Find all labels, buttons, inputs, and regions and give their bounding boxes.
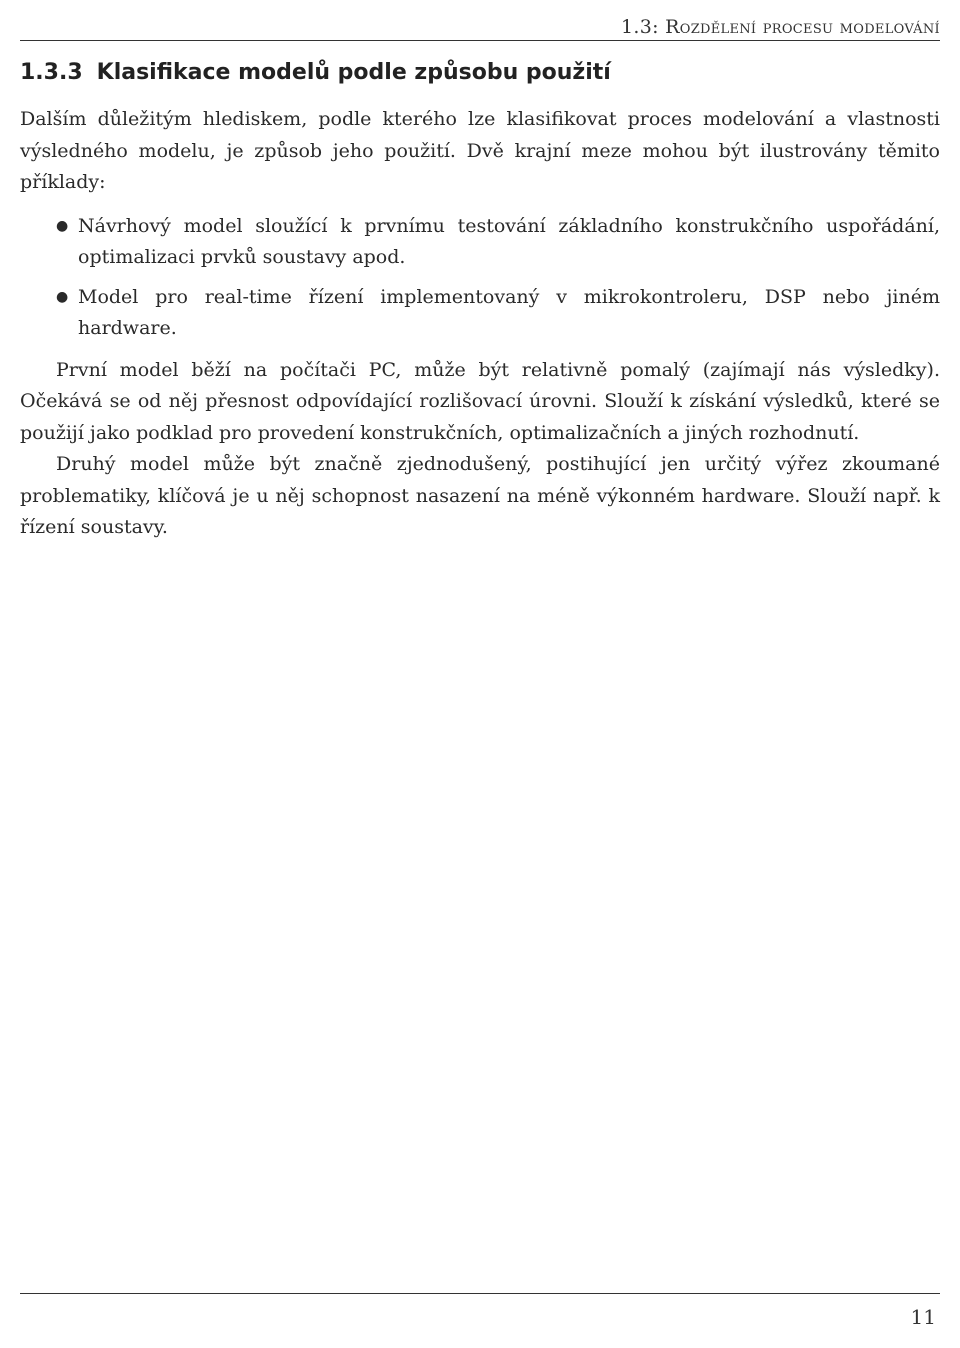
page-number: 11: [910, 1305, 936, 1329]
body-text: [20, 104, 940, 544]
header-rule: [20, 40, 940, 41]
paragraph-second-model: Druhý model může být značně zjednodušený, postihující jen určitý výřez zkoumané problematiky, klíčová je u něj schopnost nasazení na méně výkonném hardware. Slouží např. k řízení soustavy.: [20, 453, 940, 538]
list-item: [20, 282, 940, 345]
bullet-icon: ●: [56, 217, 69, 234]
example-list: [20, 211, 940, 345]
bullet-icon: ●: [56, 288, 69, 305]
list-item-text: Model pro real-time řízení implementovaný v mikrokontroleru, DSP nebo jiném hardware.: [78, 285, 940, 339]
list-item-text: Návrhový model sloužící k prvnímu testování základního konstrukčního uspořádání, optimalizaci prvků soustavy apod.: [78, 214, 940, 268]
list-item: [20, 211, 940, 274]
footer-rule: [20, 1293, 940, 1294]
section-title: Klasifikace modelů podle způsobu použití: [96, 60, 611, 85]
section-heading: [20, 60, 611, 85]
running-head: 1.3: Rozdělení procesu modelování: [620, 16, 940, 38]
section-number: 1.3.3: [20, 60, 83, 85]
intro-paragraph: Dalším důležitým hlediskem, podle kterého lze klasifikovat proces modelování a vlastnosti výsledného modelu, je způsob jeho použití. Dvě krajní meze mohou být ilustrovány těmito příklady:: [20, 108, 940, 193]
paragraph-first-model: První model běží na počítači PC, může být relativně pomalý (zajímají nás výsledky). Očekává se od něj přesnost odpovídající rozlišovací úrovni. Slouží k získání výsledků, které se použijí jako podklad pro provedení konstrukčních, optimalizačních a jiných rozhodnutí.: [20, 358, 940, 444]
